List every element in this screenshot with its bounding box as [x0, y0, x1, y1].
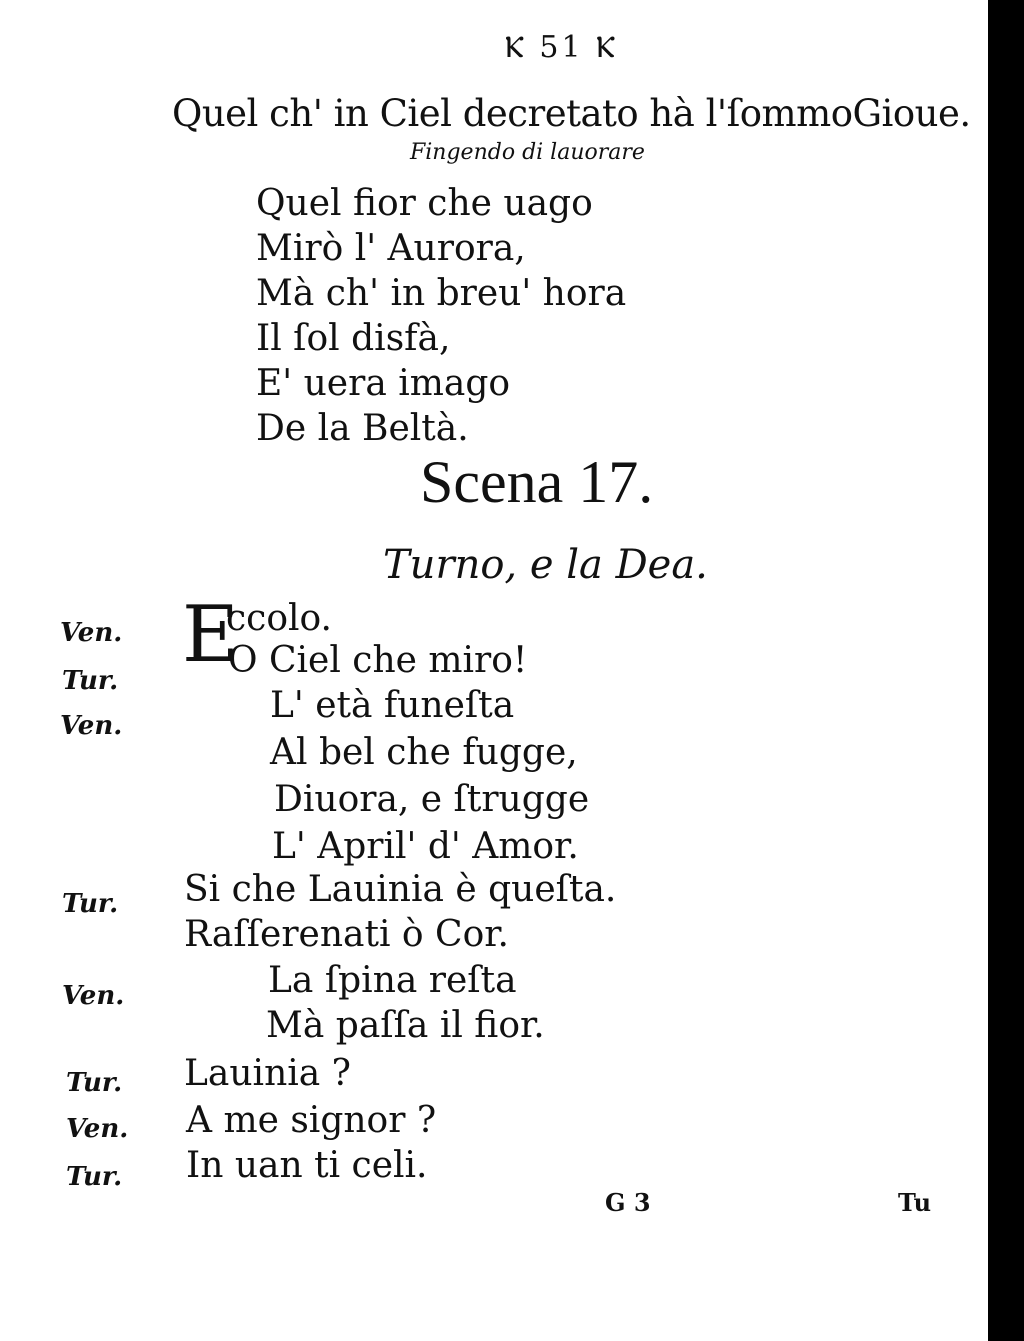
- dialogue-line: Al bel che fugge,: [270, 732, 578, 773]
- speaker-label: Ven.: [60, 711, 123, 741]
- poem-line: Mirò l' Aurora,: [256, 228, 526, 269]
- dialogue-line: O Ciel che miro!: [228, 640, 528, 681]
- stage-direction: Fingendo di lauorare: [410, 140, 645, 165]
- dialogue-line: Diuora, e ſtrugge: [274, 779, 590, 820]
- page-number: Ⲕ 51 Ⲕ: [505, 30, 618, 65]
- dialogue-line: Raſſerenati ò Cor.: [184, 914, 509, 955]
- dialogue-line: La ſpina reſta: [268, 960, 517, 1001]
- speaker-label: Tur.: [66, 1068, 123, 1098]
- poem-line: Mà ch' in breu' hora: [256, 273, 627, 314]
- signature-mark: G 3: [605, 1188, 651, 1217]
- speaker-label: Tur.: [66, 1162, 123, 1192]
- dialogue-line: A me signor ?: [186, 1100, 437, 1141]
- dialogue-line: ccolo.: [226, 598, 332, 639]
- dialogue-line: L' età funeſta: [270, 685, 515, 726]
- dialogue-line: Si che Lauinia è queſta.: [184, 869, 617, 910]
- dialogue-line: Lauinia ?: [184, 1053, 351, 1094]
- speaker-label: Ven.: [66, 1114, 129, 1144]
- dialogue-line: L' April' d' Amor.: [272, 826, 579, 867]
- poem-line: E' uera imago: [256, 363, 511, 404]
- poem-line: De la Beltà.: [256, 408, 469, 449]
- speaker-label: Tur.: [62, 889, 119, 919]
- poem-line: Quel fior che uago: [256, 183, 593, 224]
- dialogue-line: In uan ti celi.: [186, 1145, 428, 1186]
- speaker-label: Tur.: [62, 666, 119, 696]
- drop-cap: E: [182, 590, 239, 680]
- speaker-label: Ven.: [62, 981, 125, 1011]
- speaker-label: Ven.: [60, 618, 123, 648]
- scene-title: Scena 17.: [420, 449, 654, 515]
- poem-line: Il ſol disfà,: [256, 318, 451, 359]
- scan-edge: [984, 0, 988, 1341]
- opening-verse-line: Quel ch' in Ciel decretato hà l'ſommoGioue.: [172, 92, 971, 135]
- catchword: Tu: [898, 1188, 932, 1217]
- dialogue-line: Mà paſſa il fior.: [266, 1005, 545, 1046]
- scene-cast: Turno, e la Dea.: [383, 542, 708, 588]
